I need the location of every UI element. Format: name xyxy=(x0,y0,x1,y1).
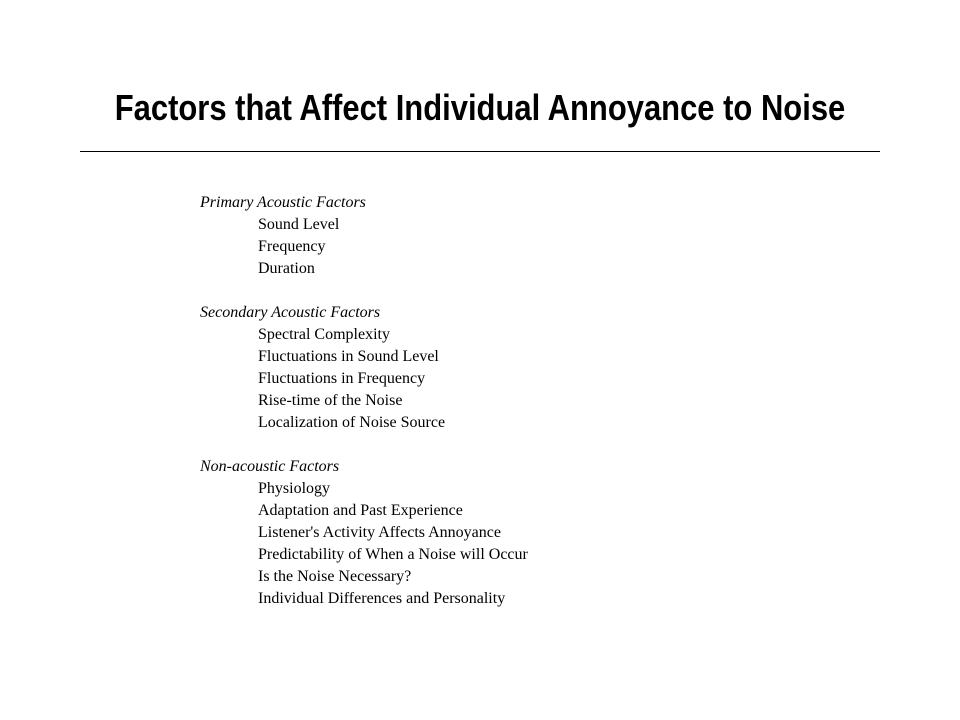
list-item: Predictability of When a Noise will Occur xyxy=(258,546,528,563)
list-item: Fluctuations in Frequency xyxy=(258,370,426,387)
list-item: Adaptation and Past Experience xyxy=(258,502,463,519)
section-primary-acoustic xyxy=(200,192,528,280)
list-item: Duration xyxy=(258,260,315,277)
list-item: Rise-time of the Noise xyxy=(258,392,403,409)
list-item: Frequency xyxy=(258,238,326,255)
list-item: Physiology xyxy=(258,480,331,497)
section-heading: Non-acoustic Factors xyxy=(200,458,340,475)
slide-title: Factors that Affect Individual Annoyance to Noise xyxy=(114,87,846,128)
list-item: Listener's Activity Affects Annoyance xyxy=(258,524,501,541)
list-item: Fluctuations in Sound Level xyxy=(258,348,439,365)
list-item: Localization of Noise Source xyxy=(258,414,446,431)
section-heading: Secondary Acoustic Factors xyxy=(200,304,381,321)
list-item: Sound Level xyxy=(258,216,340,233)
section-heading: Primary Acoustic Factors xyxy=(200,194,366,211)
section-secondary-acoustic xyxy=(200,302,528,434)
list-item: Individual Differences and Personality xyxy=(258,590,506,607)
title-divider xyxy=(80,151,880,152)
list-item: Is the Noise Necessary? xyxy=(258,568,412,585)
section-non-acoustic xyxy=(200,456,528,610)
list-item: Spectral Complexity xyxy=(258,326,390,343)
factor-list xyxy=(200,192,528,632)
